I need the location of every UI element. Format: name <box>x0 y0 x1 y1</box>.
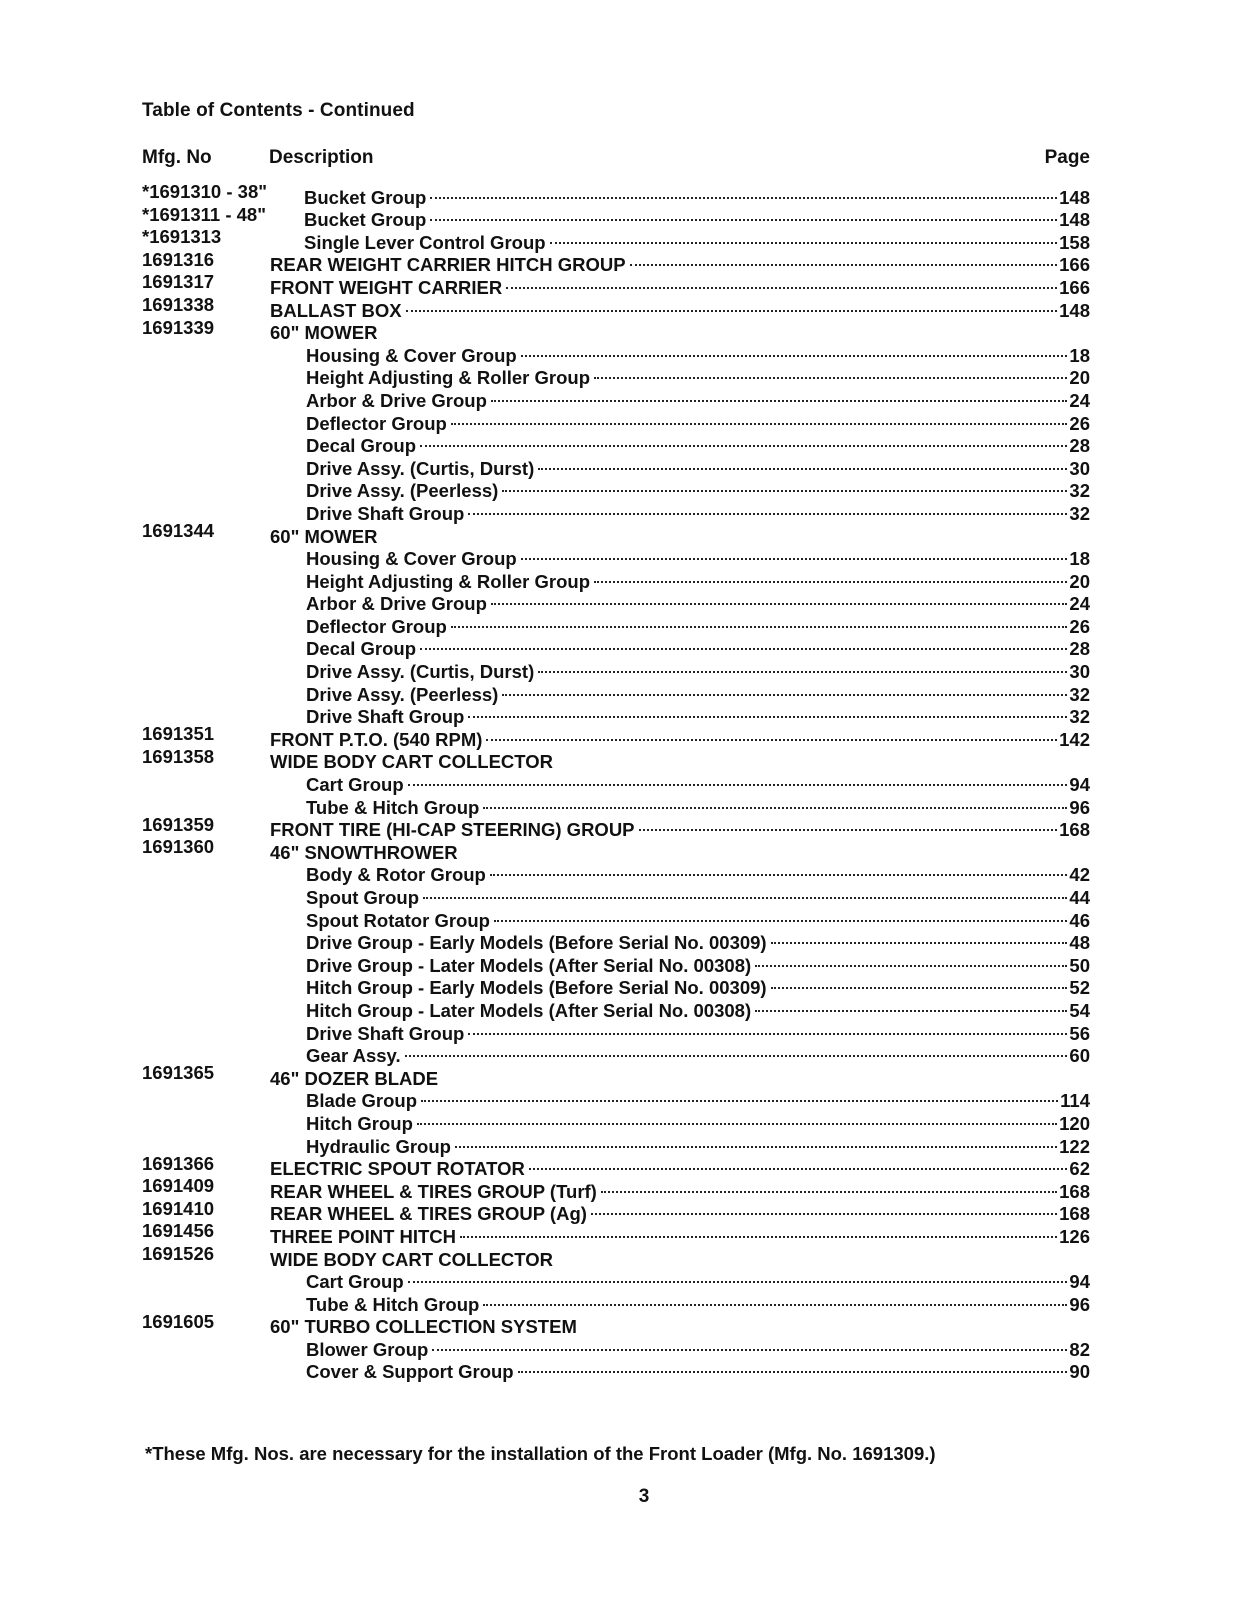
dot-leader <box>639 814 1058 837</box>
entry-page: 50 <box>1069 954 1090 976</box>
footnote: *These Mfg. Nos. are necessary for the installation of the Front Loader (Mfg. No. 1691309.) <box>145 1443 936 1464</box>
entry-description: Drive Group - Later Models (After Serial No. 00308) <box>306 954 752 976</box>
dot-leader <box>601 1175 1057 1198</box>
toc-row <box>142 565 1090 592</box>
dot-leader <box>490 859 1068 882</box>
entry-description: Height Adjusting & Roller Group <box>306 570 590 592</box>
entry-description: Gear Assy. <box>306 1045 401 1067</box>
mfg-number: 1691410 <box>142 1197 215 1219</box>
entry-description: WIDE BODY CART COLLECTOR <box>270 1248 553 1270</box>
dot-leader <box>594 362 1067 385</box>
dot-leader <box>420 430 1067 453</box>
entry-description: Drive Assy. (Peerless) <box>306 480 499 502</box>
entry-page: 32 <box>1069 683 1090 705</box>
entry-page: 44 <box>1069 887 1090 908</box>
entry-description: Deflector Group <box>306 412 447 434</box>
mfg-number: 1691526 <box>142 1242 215 1264</box>
entry-page: 52 <box>1069 977 1090 999</box>
entry-description: Single Lever Control Group <box>304 231 546 253</box>
entry-page: 32 <box>1069 480 1090 502</box>
toc-row <box>142 430 1090 457</box>
entry-description: Bucket Group <box>304 186 427 208</box>
dot-leader <box>468 701 1067 724</box>
dot-leader <box>755 949 1067 972</box>
toc-row <box>142 1266 1090 1293</box>
entry-description: Spout Group <box>306 887 420 908</box>
dot-leader <box>538 655 1067 678</box>
column-header-page: Page <box>1044 147 1090 168</box>
entry-description: 60" MOWER <box>270 525 378 547</box>
toc-row <box>142 655 1090 683</box>
toc-row <box>142 543 1090 570</box>
toc-row <box>142 723 1090 750</box>
entry-page: 168 <box>1059 1203 1090 1225</box>
dot-leader <box>421 1085 1058 1108</box>
table-of-contents <box>142 181 1090 1383</box>
entry-description: Hitch Group - Early Models (Before Serial No. 00309) <box>306 977 767 999</box>
entry-page: 82 <box>1069 1338 1090 1360</box>
dot-leader <box>460 1220 1057 1243</box>
dot-leader <box>771 972 1068 995</box>
toc-row <box>142 362 1090 389</box>
toc-row <box>142 791 1090 818</box>
entry-description: BALLAST BOX <box>270 299 402 321</box>
entry-page: 42 <box>1069 864 1090 886</box>
toc-row <box>142 248 1090 276</box>
entry-page: 114 <box>1060 1090 1090 1112</box>
dot-leader <box>430 204 1057 227</box>
entry-description: 60" TURBO COLLECTION SYSTEM <box>270 1316 577 1338</box>
toc-row <box>142 1062 1090 1089</box>
dot-leader <box>468 497 1067 520</box>
entry-description: Cover & Support Group <box>306 1361 514 1383</box>
dot-leader <box>483 1288 1067 1311</box>
toc-row <box>142 588 1090 615</box>
entry-description: Arbor & Drive Group <box>306 593 487 615</box>
mfg-number: 1691344 <box>142 519 215 541</box>
mfg-number: 1691317 <box>142 271 215 293</box>
entry-page: 30 <box>1069 457 1090 479</box>
toc-row <box>142 1152 1090 1180</box>
toc-row <box>142 1017 1090 1044</box>
mfg-number: 1691365 <box>142 1062 215 1084</box>
toc-row <box>142 497 1090 524</box>
entry-description: Drive Assy. (Peerless) <box>306 683 499 705</box>
dot-leader <box>451 610 1068 633</box>
toc-row <box>142 1107 1090 1134</box>
dot-leader <box>771 927 1068 950</box>
toc-row <box>142 316 1090 344</box>
entry-description: Drive Shaft Group <box>306 1022 465 1044</box>
mfg-number: 1691359 <box>142 813 215 835</box>
page-number: 3 <box>638 1486 650 1507</box>
entry-page: 20 <box>1069 367 1090 389</box>
mfg-number: 1691360 <box>142 836 215 858</box>
toc-row <box>142 927 1090 954</box>
entry-description: Deflector Group <box>306 615 447 637</box>
entry-page: 126 <box>1059 1225 1090 1247</box>
entry-description: 46" DOZER BLADE <box>270 1067 439 1089</box>
entry-page: 26 <box>1069 615 1090 637</box>
toc-row <box>142 1356 1090 1383</box>
toc-row <box>142 384 1090 411</box>
toc-row <box>142 633 1090 660</box>
entry-page: 26 <box>1069 412 1090 434</box>
column-header-description: Description <box>269 147 374 168</box>
toc-row <box>142 768 1090 796</box>
dot-leader <box>594 565 1067 588</box>
toc-row <box>142 1130 1090 1157</box>
entry-page: 18 <box>1069 344 1090 366</box>
dot-leader <box>502 475 1067 498</box>
entry-description: FRONT WEIGHT CARRIER <box>270 276 503 298</box>
entry-description: Cart Group <box>306 1271 404 1293</box>
toc-row <box>142 1175 1090 1202</box>
dot-leader <box>455 1130 1057 1153</box>
entry-page: 90 <box>1069 1361 1090 1383</box>
toc-row <box>142 836 1090 863</box>
mfg-number: *1691311 - 48" <box>142 203 266 225</box>
entry-description: Height Adjusting & Roller Group <box>306 367 590 389</box>
toc-row <box>142 1242 1090 1270</box>
entry-page: 94 <box>1069 774 1090 796</box>
dot-leader <box>483 791 1067 814</box>
entry-description: Hitch Group <box>306 1112 413 1134</box>
entry-description: REAR WHEEL & TIRES GROUP (Turf) <box>270 1180 597 1202</box>
toc-row <box>142 1040 1090 1067</box>
entry-description: REAR WHEEL & TIRES GROUP (Ag) <box>270 1203 587 1225</box>
entry-page: 168 <box>1059 1180 1090 1202</box>
entry-description: Drive Shaft Group <box>306 706 465 728</box>
entry-description: Drive Assy. (Curtis, Durst) <box>306 661 535 683</box>
dot-leader <box>468 1017 1067 1040</box>
toc-row <box>142 339 1090 366</box>
entry-description: Drive Assy. (Curtis, Durst) <box>306 457 535 479</box>
entry-description: 60" MOWER <box>270 322 378 344</box>
mfg-number: 1691316 <box>142 248 215 270</box>
entry-page: 56 <box>1069 1022 1090 1044</box>
toc-row <box>142 407 1090 434</box>
toc-row <box>142 1220 1090 1247</box>
toc-row <box>142 226 1090 253</box>
dot-leader <box>486 723 1057 746</box>
toc-row <box>142 949 1090 976</box>
dot-leader <box>432 1333 1067 1356</box>
toc-row <box>142 271 1090 298</box>
dot-leader <box>755 994 1067 1017</box>
mfg-number: 1691366 <box>142 1152 215 1174</box>
entry-page: 168 <box>1059 819 1090 841</box>
entry-page: 148 <box>1059 299 1090 321</box>
entry-description: Blower Group <box>306 1338 429 1360</box>
toc-row <box>142 881 1090 908</box>
toc-row <box>142 813 1090 841</box>
entry-description: FRONT P.T.O. (540 RPM) <box>270 728 483 750</box>
entry-description: Decal Group <box>306 435 416 457</box>
dot-leader <box>529 1153 1068 1176</box>
toc-row <box>142 1310 1090 1338</box>
toc-row <box>142 475 1090 502</box>
dot-leader <box>491 588 1068 611</box>
mfg-number: 1691351 <box>142 723 215 745</box>
entry-page: 60 <box>1069 1045 1090 1067</box>
toc-row <box>142 1333 1090 1360</box>
entry-page: 158 <box>1059 231 1090 253</box>
dot-leader <box>406 294 1058 317</box>
entry-page: 94 <box>1069 1271 1090 1293</box>
toc-row <box>142 994 1090 1021</box>
toc-row <box>142 203 1090 231</box>
toc-entry <box>306 1356 1090 1384</box>
dot-leader <box>521 339 1068 362</box>
toc-row <box>142 452 1090 479</box>
dot-leader <box>408 768 1068 791</box>
dot-leader <box>521 543 1068 566</box>
entry-page: 120 <box>1059 1112 1090 1134</box>
entry-description: Housing & Cover Group <box>306 548 517 570</box>
entry-page: 142 <box>1059 728 1090 750</box>
entry-page: 28 <box>1069 638 1090 660</box>
toc-row <box>142 701 1090 728</box>
entry-page: 24 <box>1069 389 1090 411</box>
entry-page: 46 <box>1069 909 1090 931</box>
entry-page: 32 <box>1069 706 1090 728</box>
toc-row <box>142 610 1090 637</box>
toc-row <box>142 1085 1090 1112</box>
toc-row <box>142 972 1090 999</box>
dot-leader <box>420 633 1067 656</box>
entry-description: Hydraulic Group <box>306 1135 451 1157</box>
entry-page: 30 <box>1069 661 1090 683</box>
entry-page: 32 <box>1069 502 1090 524</box>
entry-page: 20 <box>1069 570 1090 592</box>
entry-description: 46" SNOWTHROWER <box>270 841 458 863</box>
entry-page: 96 <box>1069 1293 1090 1315</box>
dot-leader <box>417 1107 1057 1130</box>
entry-description: Spout Rotator Group <box>306 909 490 931</box>
dot-leader <box>630 249 1058 272</box>
entry-description: WIDE BODY CART COLLECTOR <box>270 751 553 773</box>
mfg-number: 1691605 <box>142 1310 215 1332</box>
entry-description: FRONT TIRE (HI-CAP STEERING) GROUP <box>270 819 635 841</box>
dot-leader <box>494 904 1067 927</box>
mfg-number: *1691313 <box>142 226 222 248</box>
toc-row <box>142 745 1090 773</box>
entry-description: Body & Rotor Group <box>306 864 486 886</box>
mfg-number: *1691310 - 38" <box>142 181 268 202</box>
entry-description: Housing & Cover Group <box>306 344 517 366</box>
column-header-mfg-no: Mfg. No <box>142 147 212 168</box>
entry-description: Cart Group <box>306 774 404 796</box>
entry-page: 166 <box>1059 254 1090 276</box>
entry-description: REAR WEIGHT CARRIER HITCH GROUP <box>270 254 626 276</box>
dot-leader <box>502 678 1067 701</box>
dot-leader <box>451 407 1068 430</box>
dot-leader <box>408 1266 1068 1289</box>
dot-leader <box>591 1198 1057 1221</box>
entry-description: Arbor & Drive Group <box>306 389 487 411</box>
dot-leader <box>538 452 1067 475</box>
toc-row <box>142 519 1090 547</box>
dot-leader <box>550 226 1058 249</box>
page-title: Table of Contents - Continued <box>142 100 415 121</box>
dot-leader <box>430 181 1057 204</box>
entry-page: 62 <box>1069 1158 1090 1180</box>
dot-leader <box>518 1356 1068 1379</box>
toc-row <box>142 293 1090 321</box>
entry-description: Tube & Hitch Group <box>306 1293 480 1315</box>
dot-leader <box>491 384 1068 407</box>
mfg-number: 1691456 <box>142 1220 215 1242</box>
mfg-number: 1691358 <box>142 745 215 767</box>
dot-leader <box>405 1040 1068 1063</box>
entry-page: 48 <box>1069 932 1090 954</box>
entry-description: Drive Group - Early Models (Before Serial No. 00309) <box>306 932 767 954</box>
toc-row <box>142 859 1090 886</box>
entry-page: 54 <box>1069 999 1090 1021</box>
toc-row <box>142 181 1090 208</box>
entry-description: ELECTRIC SPOUT ROTATOR <box>270 1158 525 1180</box>
entry-page: 28 <box>1069 435 1090 457</box>
toc-row <box>142 1288 1090 1315</box>
entry-description: Bucket Group <box>304 209 427 231</box>
mfg-number: 1691409 <box>142 1175 215 1197</box>
entry-page: 148 <box>1059 209 1090 231</box>
entry-description: Drive Shaft Group <box>306 502 465 524</box>
entry-description: Hitch Group - Later Models (After Serial No. 00308) <box>306 999 752 1021</box>
dot-leader <box>423 881 1067 904</box>
mfg-number: 1691338 <box>142 293 215 315</box>
dot-leader <box>506 271 1057 294</box>
entry-page: 166 <box>1059 276 1090 298</box>
entry-page: 148 <box>1059 186 1090 208</box>
entry-description: THREE POINT HITCH <box>270 1225 457 1247</box>
entry-description: Tube & Hitch Group <box>306 796 480 818</box>
toc-row <box>142 1197 1090 1225</box>
entry-description: Blade Group <box>306 1090 418 1112</box>
entry-page: 122 <box>1059 1135 1090 1157</box>
entry-page: 18 <box>1069 548 1090 570</box>
toc-row <box>142 678 1090 705</box>
entry-page: 24 <box>1069 593 1090 615</box>
entry-description: Decal Group <box>306 638 416 660</box>
toc-row <box>142 904 1090 931</box>
mfg-number: 1691339 <box>142 316 215 338</box>
entry-page: 96 <box>1069 796 1090 818</box>
